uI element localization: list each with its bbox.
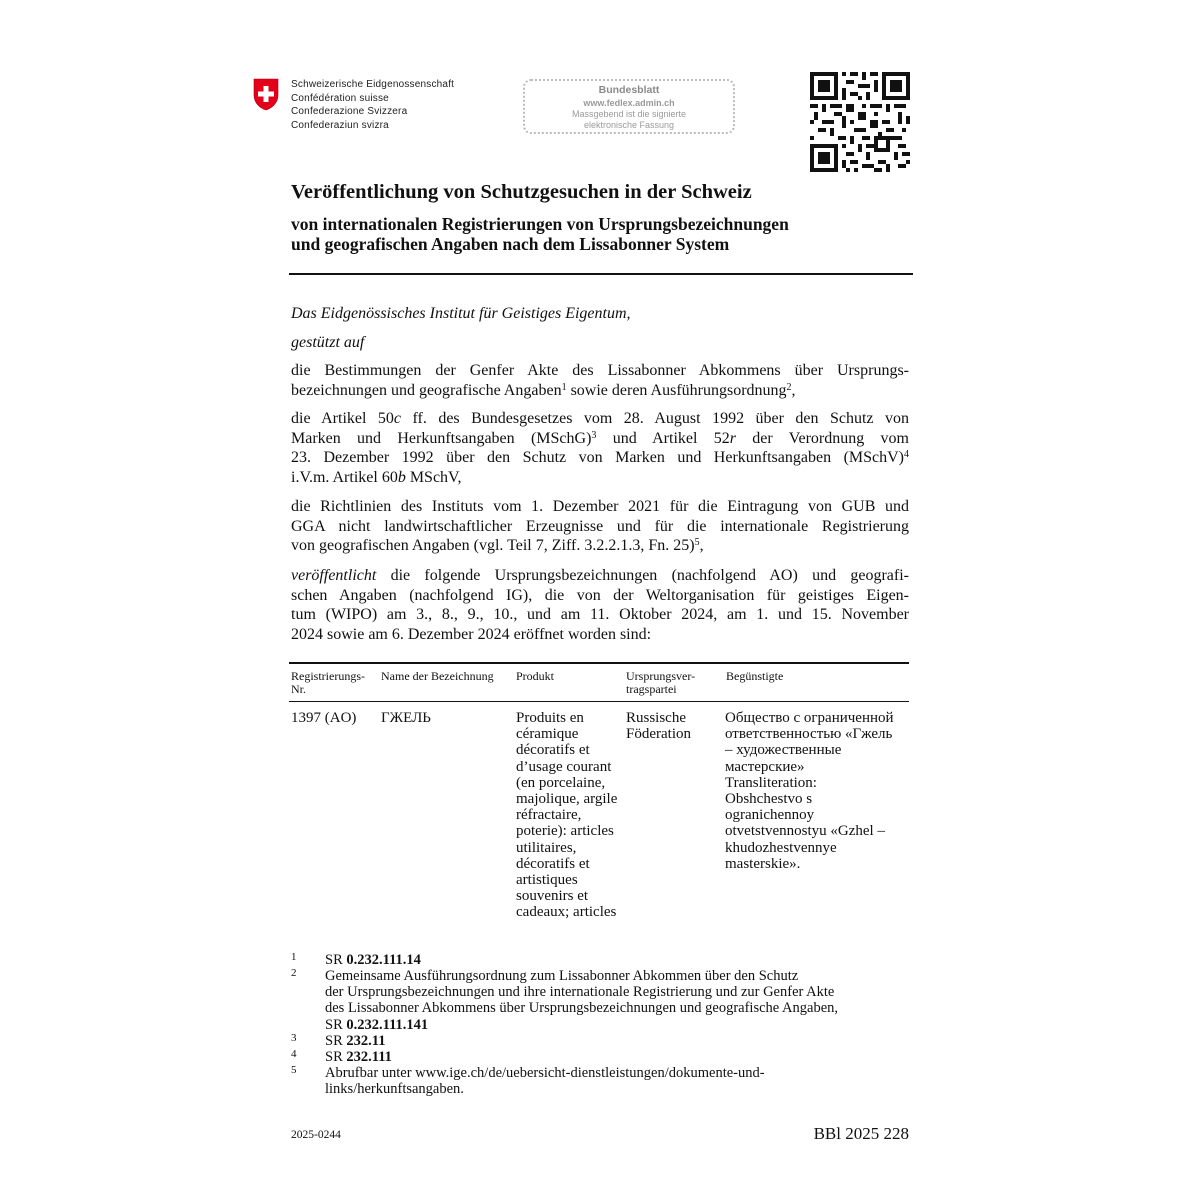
- header-origin-party: Ursprungsver- tragspartei: [626, 669, 696, 696]
- p2-line1: die Artikel 50c ff. des Bundesgesetzes vom 28. August 1992 über den Schutz von: [291, 410, 910, 427]
- stamp-note-line2: elektronische Fassung: [583, 120, 675, 130]
- cell-designation-name: ГЖЕЛЬ: [381, 710, 431, 726]
- document-subtitle: [291, 214, 789, 254]
- document-number: 2025-0244: [291, 1129, 341, 1141]
- footnote-ref-1[interactable]: 1: [561, 381, 567, 393]
- swiss-coat-of-arms-icon: [253, 78, 279, 111]
- stamp-note-line1: Massgebend ist die signierte: [571, 109, 687, 119]
- footnote-5-link[interactable]: Abrufbar unter www.ige.ch/de/uebersicht-dienstleistungen/dokumente-und-: [325, 1065, 765, 1081]
- table-top-rule: [289, 662, 909, 664]
- federal-name-it: Confederazione Svizzera: [291, 106, 408, 117]
- p2-line3: 23. Dezember 1992 über den Schutz von Marken und Herkunftsangaben (MSchV)$^4$: [291, 449, 909, 466]
- footnote-ref-3[interactable]: 3: [591, 429, 597, 441]
- p2-line4: i.V.m. Artikel 60b MSchV,: [291, 468, 462, 486]
- cell-product: Produits en céramique décoratifs et d’usage courant (en porcelaine, majolique, argile réfractaire, poterie): articles utilitaires, décoratifs et artistiques souvenirs et cadeaux; articles: [516, 710, 618, 921]
- stamp-url: www.fedlex.admin.ch: [583, 98, 675, 108]
- paragraph-mschg: [291, 409, 909, 487]
- federal-administration-names: [291, 78, 454, 132]
- federal-name-de: Schweizerische Eidgenossenschaft: [291, 79, 455, 90]
- header-designation-name: Name der Bezeichnung: [381, 669, 494, 683]
- header-product: Produkt: [516, 669, 555, 683]
- header-beneficiary: Begünstigte: [726, 669, 784, 683]
- cell-registration-number: 1397 (AO): [291, 710, 357, 726]
- header-registration-number: Registrierungs- Nr.: [291, 669, 365, 696]
- cell-beneficiary: Общество с ограниченной ответственностью «Гжель – художественные мастерские» Transliteration: Obshchestvo s ogranichennoy otvetstvennostyu «Gzhel – khudozhestvennye masterskie».: [725, 710, 894, 872]
- p3-line3: von geografischen Angaben (vgl. Teil 7, Ziff. 3.2.2.1.3, Fn. 25)$^5$,: [291, 537, 704, 554]
- subtitle-line2: und geografischen Angaben nach dem Lissabonner System: [291, 234, 730, 254]
- footnote-ref-4[interactable]: 4: [904, 449, 909, 460]
- stamp-title: Bundesblatt: [598, 84, 660, 96]
- federal-name-fr: Confédération suisse: [291, 92, 389, 104]
- p1-line2: bezeichnungen und geografische Angaben$^1$ sowie deren Ausführungsordnung$^2$,: [291, 381, 796, 399]
- p4-line2: schen Angaben (nachfolgend IG), die von der Weltorganisation für geistiges Eigen-: [291, 586, 909, 604]
- paragraph-publication: [291, 566, 909, 644]
- institute-line: Das Eidgenössisches Institut für Geistiges Eigentum,: [291, 305, 631, 322]
- based-on-line: gestützt auf: [291, 334, 365, 351]
- document-page: Schweizerische Eidgenossenschaft Confédération suisse Confederazione Svizzera Confederaziun svizra Bundesblatt www.fedlex.admin.ch Massgebend ist die signierte elektronische Fassung Veröffentlichung von Schutzgesuchen in der Schweiz von internationalen Registrierungen von Ursprungsbezeichnungen und geografischen Angaben nach dem Lissabonner System Das Eidgenössisches Institut für Geistiges Eigentum, gestützt auf die Bestimmungen der Genfer Akte des Lissabonner Abkommens über Ursprungs- bezeichnungen und geografische Angaben$^1$ sowie deren Ausführungsordnung$^2$, die Artikel 50c ff. des Bundesgesetzes vom 28. August 1992 über den Schutz von Marken und Herkunftsangaben (MSchG)$^3$ und Artikel 52r der Verordnung vom 23. Dezember 1992 über den Schutz von Marken und Herkunftsangaben (MSchV)$^4$ i.V.m. Artikel 60b MSchV, die Richtlinien des Instituts vom 1. Dezember 2021 für die Eintragung von GUB und GGA nicht landwirtschaftlicher Erzeugnisse und für die internationale Registrierung von geografischen Angaben (vgl. Teil 7, Ziff. 3.2.2.1.3, Fn. 25)$^5$, veröffentlicht die folgende Ursprungsbezeichnungen (nachfolgend AO) und geografi- schen Angaben (nachfolgend IG), die von der Weltorganisation für geistiges Eigen- tum (WIPO) am 3., 8., 9., 10., und am 11. Oktober 2024, am 1. und 15. November 2024 sowie am 6. Dezember 2024 eröffnet worden sind: Registrierungs- Nr. Name der Bezeichnung Produkt Ursprungsver- tragspartei Begünstigte 1397 (AO) ГЖЕЛЬ Produits en céramique décoratifs et d’usage courant (en porcelaine, majolique, argile réfractaire, poterie): articles utilitaires, décoratifs et artistiques souvenirs et cadeaux; articles Russische Föderation Общество с ограниченной ответственностью «Гжель – художественные мастерские» Transliteration: Obshchestvo s ogranichennoy otvetstvennostyu «Gzhel – khudozhestvennye masterskie». 1 SR 0.232.111.14 2 Gemeinsame Ausführungsordnung zum Lissabonner Abkommen über den Schutz der Ursprungsbezeichnungen und ihre internationale Registrierung und zur Genfer Akte des Lissabonner Abkommens über Ursprungsbezeichnungen und geografische Angaben, SR 0.232.111.141 3 SR 232.11 4 SR 232.111 5 Abrufbar unter www.ige.ch/de/uebersicht-dienstleistungen/dokumente-und- links/herkunftsangaben. 2025-0244 BBl 2025 228: [0, 0, 1200, 1200]
- bundesblatt-stamp: [523, 79, 735, 134]
- qr-code-icon: [810, 72, 910, 172]
- paragraph-geneva-act: [291, 361, 909, 400]
- p4-line1: veröffentlicht die folgende Ursprungsbezeichnungen (nachfolgend AO) und geografi-: [291, 567, 909, 584]
- p4-line3: tum (WIPO) am 3., 8., 9., 10., und am 11. Oktober 2024, am 1. und 15. November: [291, 606, 909, 623]
- federal-name-rm: Confederaziun svizra: [291, 119, 389, 131]
- p2-line2: Marken und Herkunftsangaben (MSchG)$^3$ und Artikel 52r der Verordnung vom: [291, 429, 910, 447]
- table-header-rule: [289, 701, 909, 702]
- subtitle-line1: von internationalen Registrierungen von Ursprungsbezeichnungen: [291, 214, 789, 234]
- p1-line1: die Bestimmungen der Genfer Akte des Lissabonner Abkommens über Ursprungs-: [291, 362, 909, 379]
- title-divider: [289, 273, 913, 275]
- p3-line2: GGA nicht landwirtschaftlicher Erzeugnisse und für die internationale Registrierung: [291, 517, 909, 535]
- p3-line1: die Richtlinien des Instituts vom 1. Dezember 2021 für die Eintragung von GUB und: [291, 498, 909, 515]
- cell-origin-party: Russische Föderation: [626, 710, 691, 743]
- footnote-ref-2[interactable]: 2: [786, 381, 792, 393]
- paragraph-guidelines: [291, 497, 909, 556]
- p4-line4: 2024 sowie am 6. Dezember 2024 eröffnet worden sind:: [291, 625, 652, 643]
- footnote-ref-5[interactable]: 5: [694, 537, 700, 548]
- document-title: Veröffentlichung von Schutzgesuchen in der Schweiz: [291, 181, 752, 203]
- bundesblatt-reference: BBl 2025 228: [813, 1124, 909, 1143]
